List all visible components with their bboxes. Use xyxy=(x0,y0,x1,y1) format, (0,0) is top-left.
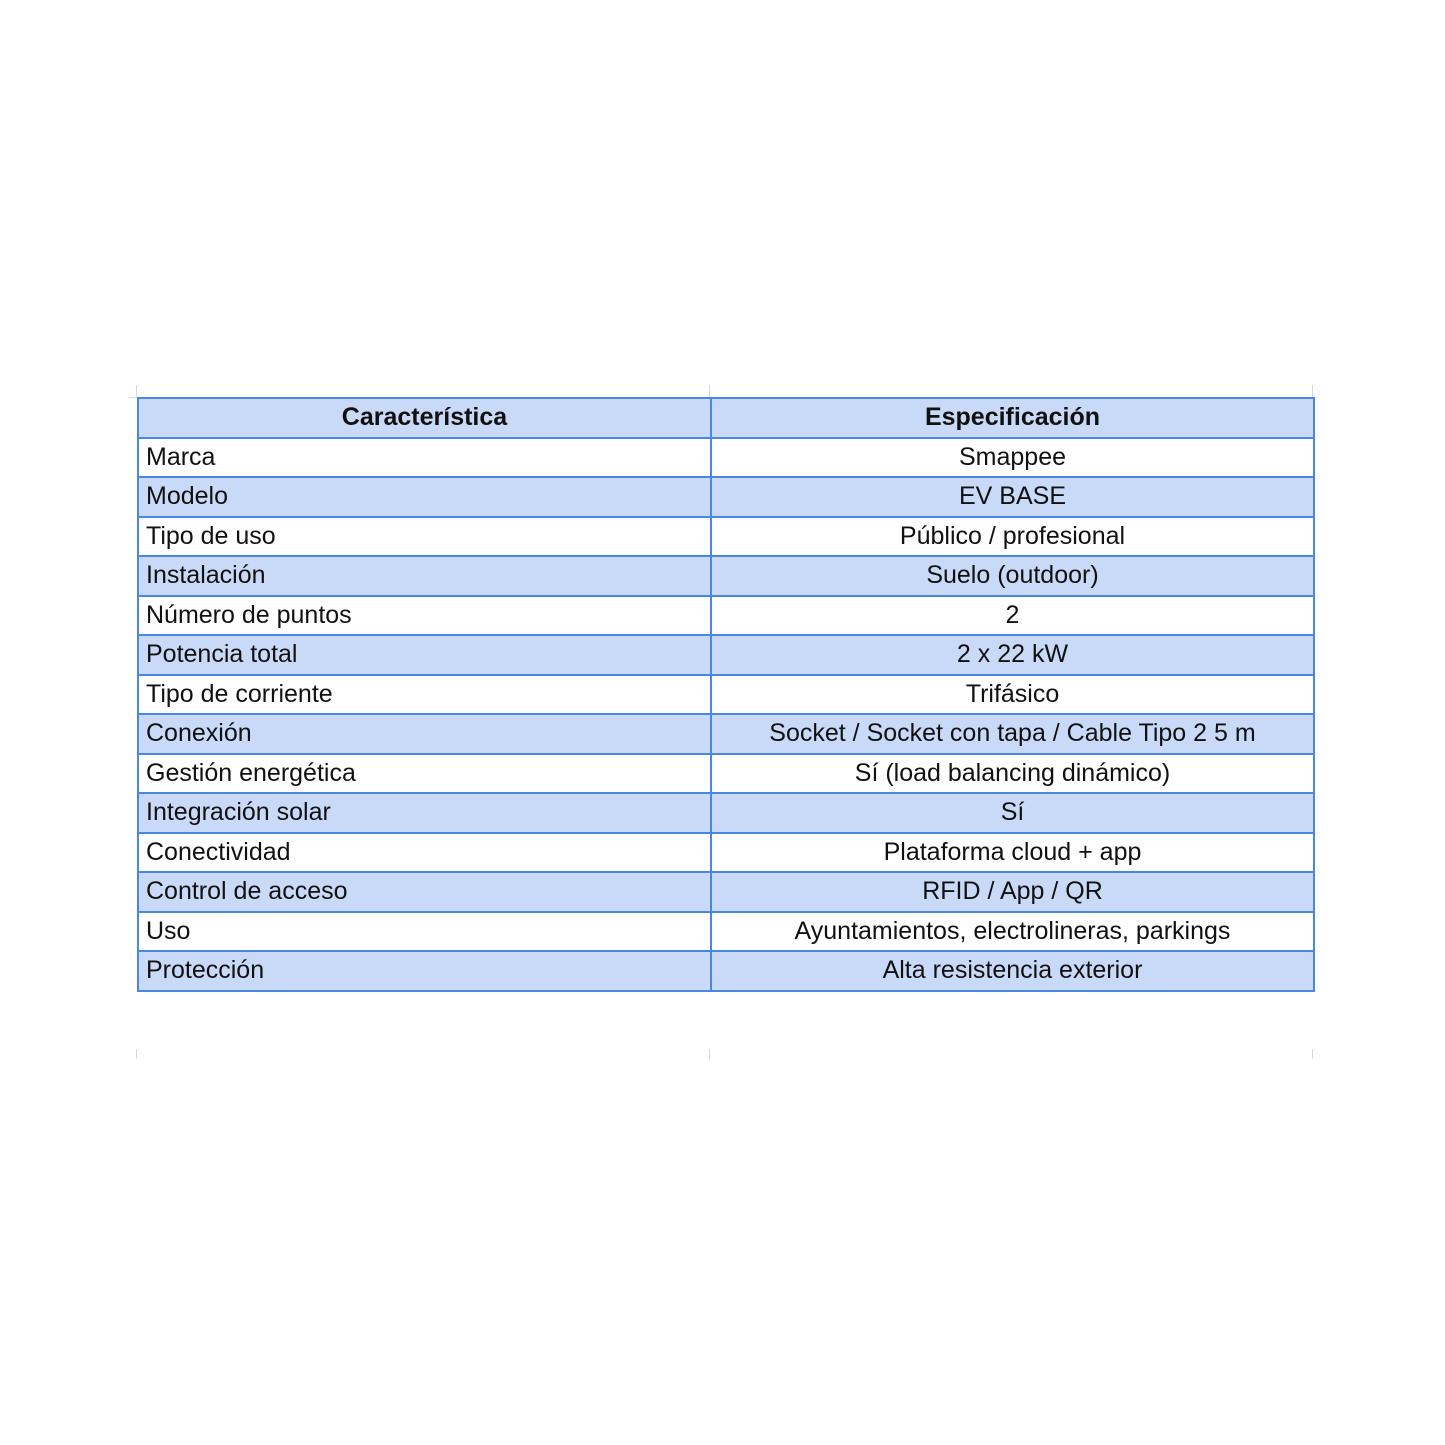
table-row xyxy=(138,438,1314,478)
spec-cell[interactable]: Smappee xyxy=(711,438,1314,478)
spec-cell[interactable]: Alta resistencia exterior xyxy=(711,951,1314,991)
spec-cell[interactable]: Sí (load balancing dinámico) xyxy=(711,754,1314,794)
spec-table-container xyxy=(137,397,1313,992)
header-row xyxy=(138,398,1314,438)
feature-cell[interactable]: Tipo de corriente xyxy=(138,675,711,715)
spec-cell[interactable]: Plataforma cloud + app xyxy=(711,833,1314,873)
spec-cell[interactable]: Público / profesional xyxy=(711,517,1314,557)
header-caracteristica[interactable]: Característica xyxy=(138,398,711,438)
table-row xyxy=(138,596,1314,636)
gridline-stub xyxy=(709,385,710,397)
table-row xyxy=(138,872,1314,912)
feature-cell[interactable]: Protección xyxy=(138,951,711,991)
spec-table xyxy=(137,397,1315,992)
feature-cell[interactable]: Marca xyxy=(138,438,711,478)
spec-cell[interactable]: Trifásico xyxy=(711,675,1314,715)
feature-cell[interactable]: Conectividad xyxy=(138,833,711,873)
spec-cell[interactable]: Suelo (outdoor) xyxy=(711,556,1314,596)
gridline-stub xyxy=(1312,1049,1313,1059)
spec-cell[interactable]: 2 x 22 kW xyxy=(711,635,1314,675)
gridline-stub xyxy=(709,1049,710,1059)
gridline-stub xyxy=(136,385,137,397)
feature-cell[interactable]: Modelo xyxy=(138,477,711,517)
feature-cell[interactable]: Conexión xyxy=(138,714,711,754)
feature-cell[interactable]: Instalación xyxy=(138,556,711,596)
feature-cell[interactable]: Gestión energética xyxy=(138,754,711,794)
table-row xyxy=(138,754,1314,794)
table-row xyxy=(138,517,1314,557)
header-especificacion[interactable]: Especificación xyxy=(711,398,1314,438)
feature-cell[interactable]: Integración solar xyxy=(138,793,711,833)
feature-cell[interactable]: Potencia total xyxy=(138,635,711,675)
table-row xyxy=(138,635,1314,675)
table-row xyxy=(138,833,1314,873)
table-row xyxy=(138,714,1314,754)
feature-cell[interactable]: Control de acceso xyxy=(138,872,711,912)
gridline-stub xyxy=(129,397,137,398)
feature-cell[interactable]: Uso xyxy=(138,912,711,952)
spec-cell[interactable]: Socket / Socket con tapa / Cable Tipo 2 5 m xyxy=(711,714,1314,754)
table-row xyxy=(138,793,1314,833)
gridline-stub xyxy=(1312,385,1313,397)
spec-cell[interactable]: Ayuntamientos, electrolineras, parkings xyxy=(711,912,1314,952)
spec-cell[interactable]: 2 xyxy=(711,596,1314,636)
table-row xyxy=(138,951,1314,991)
table-row xyxy=(138,675,1314,715)
spec-cell[interactable]: RFID / App / QR xyxy=(711,872,1314,912)
spec-cell[interactable]: EV BASE xyxy=(711,477,1314,517)
table-row xyxy=(138,477,1314,517)
feature-cell[interactable]: Número de puntos xyxy=(138,596,711,636)
spec-cell[interactable]: Sí xyxy=(711,793,1314,833)
feature-cell[interactable]: Tipo de uso xyxy=(138,517,711,557)
table-row xyxy=(138,556,1314,596)
table-row xyxy=(138,912,1314,952)
gridline-stub xyxy=(136,1049,137,1059)
